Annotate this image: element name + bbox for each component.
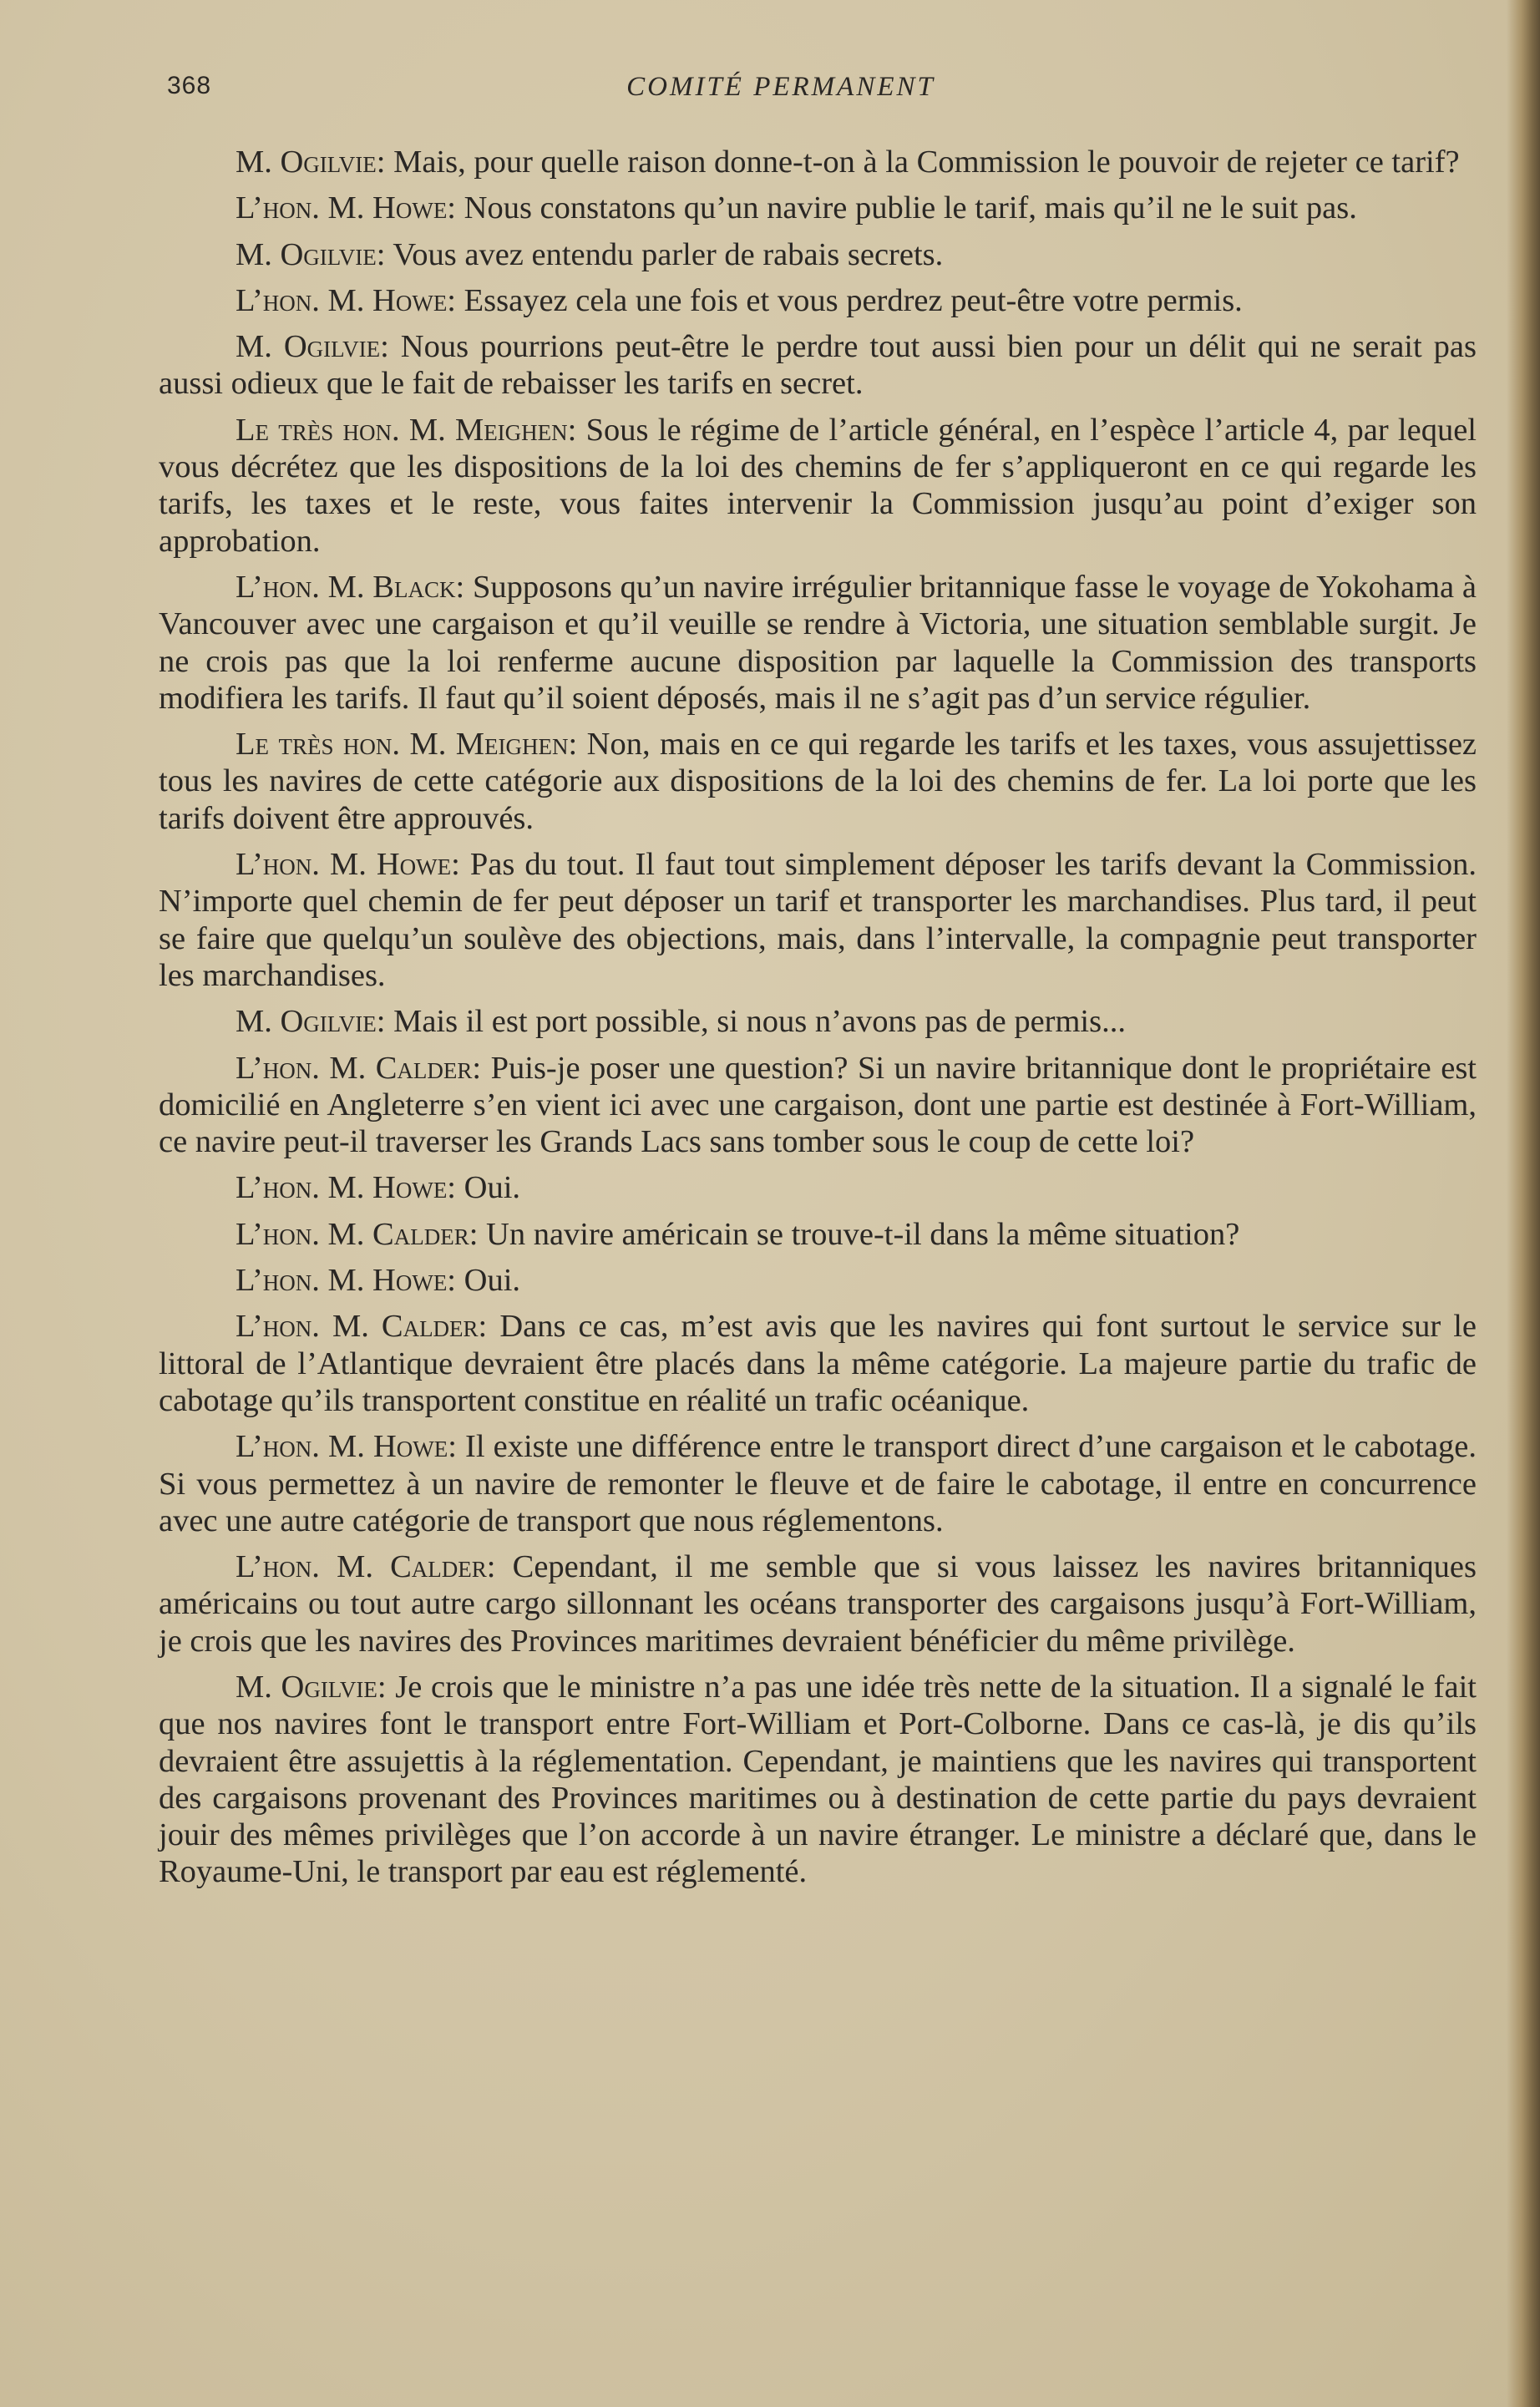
- paragraph-text: Nous constatons qu’un navire publie le tarif, mais qu’il ne le suit pas.: [456, 190, 1357, 226]
- speaker-name: L’hon. M. Howe:: [236, 1429, 457, 1465]
- paragraph-text: Un navire américain se trouve-t-il dans la même situation?: [478, 1216, 1240, 1252]
- paragraph: [159, 1308, 1477, 1419]
- paragraph-text: Non, mais en ce qui regarde les tarifs et les taxes, vous assujettissez tous les navires de cette catégorie aux dispositions de la loi des chemins de fer. La loi porte que les tarifs doivent être approuvés.: [159, 727, 1477, 836]
- paragraph-text: Puis-je poser une question? Si un navire britannique dont le propriétaire est domicilié en Angleterre s’en vient ici avec une cargaison, dont une partie est destinée à Fort-William, ce navire peut-il traverser les Grands Lacs sans tomber sous le coup de cette loi?: [159, 1050, 1477, 1160]
- paragraph-text: Dans ce cas, m’est avis que les navires qui font surtout le service sur le littoral de l’Atlantique devraient être placés dans la même catégorie. La majeure partie du trafic de cabotage qu’ils transportent constitue en réalité un trafic océanique.: [159, 1309, 1477, 1418]
- transcript-body: [159, 144, 1477, 1900]
- speaker-name: L’hon. M. Howe:: [236, 282, 457, 318]
- speaker-name: M. Ogilvie:: [236, 329, 389, 365]
- paragraph: [159, 190, 1477, 226]
- paragraph: [159, 846, 1477, 994]
- speaker-name: L’hon. M. Calder:: [236, 1309, 488, 1345]
- paragraph: [159, 1003, 1477, 1040]
- page-number: 368: [167, 72, 212, 99]
- paragraph: [159, 569, 1477, 717]
- speaker-name: Le très hon. M. Meighen:: [236, 727, 578, 763]
- paragraph: [159, 236, 1477, 273]
- speaker-name: L’hon. M. Howe:: [236, 1263, 457, 1299]
- speaker-name: M. Ogilvie:: [236, 1669, 387, 1705]
- page-binding-edge: [1507, 0, 1540, 2407]
- running-title: COMITÉ PERMANENT: [626, 72, 935, 102]
- paragraph: [159, 1548, 1477, 1660]
- paragraph-text: Oui.: [456, 1263, 521, 1299]
- paragraph: [159, 1428, 1477, 1539]
- paragraph: [159, 1050, 1477, 1161]
- speaker-name: L’hon. M. Howe:: [236, 190, 457, 226]
- speaker-name: M. Ogilvie:: [236, 144, 386, 180]
- speaker-name: M. Ogilvie:: [236, 1004, 386, 1040]
- paragraph-text: Pas du tout. Il faut tout simplement déposer les tarifs devant la Commission. N’importe quel chemin de fer peut déposer un tarif et transporter les marchandises. Plus tard, il peut se faire que quelqu’un soulève des objections, mais, dans l’intervalle, la compagnie peut transporter les marchandises.: [159, 847, 1477, 993]
- speaker-name: L’hon. M. Calder:: [236, 1050, 482, 1086]
- paragraph-text: Vous avez entendu parler de rabais secrets.: [385, 236, 944, 272]
- speaker-name: L’hon. M. Calder:: [236, 1549, 496, 1585]
- speaker-name: L’hon. M. Howe:: [236, 847, 460, 883]
- paragraph-text: Oui.: [456, 1170, 521, 1206]
- speaker-name: L’hon. M. Howe:: [236, 1170, 457, 1206]
- paragraph: [159, 282, 1477, 319]
- paragraph-text: Essayez cela une fois et vous perdrez peut-être votre permis.: [456, 282, 1243, 318]
- speaker-name: M. Ogilvie:: [236, 236, 386, 272]
- speaker-name: L’hon. M. Calder:: [236, 1216, 479, 1252]
- paragraph: [159, 412, 1477, 560]
- paragraph-text: Sous le régime de l’article général, en l’espèce l’article 4, par lequel vous décrétez que les dispositions de la loi des chemins de fer s’appliqueront en ce qui regarde les tarifs, les taxes et le reste, vous faites intervenir la Commission jusqu’au point d’exiger son approbation.: [159, 412, 1477, 559]
- paragraph: [159, 1669, 1477, 1891]
- page-header: [167, 72, 1470, 114]
- paragraph-text: Supposons qu’un navire irrégulier britannique fasse le voyage de Yokohama à Vancouver avec une cargaison et qu’il veuille se rendre à Victoria, une situation semblable surgit. Je ne crois pas que la loi renferme aucune disposition par laquelle la Commission des transports modifiera les tarifs. Il faut qu’il soient déposés, mais il ne s’agit pas d’un service régulier.: [159, 569, 1477, 716]
- paragraph: [159, 1216, 1477, 1253]
- paragraph: [159, 328, 1477, 403]
- speaker-name: L’hon. M. Black:: [236, 569, 465, 605]
- paragraph-text: Je crois que le ministre n’a pas une idée très nette de la situation. Il a signalé le fait que nos navires font le transport entre Fort-William et Port-Colborne. Dans ce cas-là, je dis qu’ils devraient être assujettis à la réglementation. Cependant, je maintiens que les navires qui transportent des cargaisons provenant des Provinces maritimes ou à destination de cette partie du pays devraient jouir des mêmes privilèges que l’on accorde à un navire étranger. Le ministre a déclaré que, dans le Royaume-Uni, le transport par eau est réglementé.: [159, 1669, 1477, 1890]
- paragraph-text: Il existe une différence entre le transport direct d’une cargaison et le cabotage. Si vous permettez à un navire de remonter le fleuve et de faire le cabotage, il entre en concurrence avec une autre catégorie de transport que nous réglementons.: [159, 1429, 1477, 1538]
- paragraph: [159, 144, 1477, 180]
- paragraph: [159, 726, 1477, 837]
- paragraph-text: Cependant, il me semble que si vous laissez les navires britanniques américains ou tout autre cargo sillonnant les océans transporter des cargaisons jusqu’à Fort-William, je crois que les navires des Provinces maritimes devraient bénéficier du même privilège.: [159, 1549, 1477, 1659]
- paragraph: [159, 1262, 1477, 1299]
- paragraph-text: Mais il est port possible, si nous n’avons pas de permis...: [385, 1004, 1126, 1040]
- speaker-name: Le très hon. M. Meighen:: [236, 412, 577, 448]
- paragraph-text: Mais, pour quelle raison donne-t-on à la Commission le pouvoir de rejeter ce tarif?: [385, 144, 1460, 180]
- paragraph-text: Nous pourrions peut-être le perdre tout aussi bien pour un délit qui ne serait pas aussi odieux que le fait de rebaisser les tarifs en secret.: [159, 329, 1477, 402]
- paragraph: [159, 1169, 1477, 1206]
